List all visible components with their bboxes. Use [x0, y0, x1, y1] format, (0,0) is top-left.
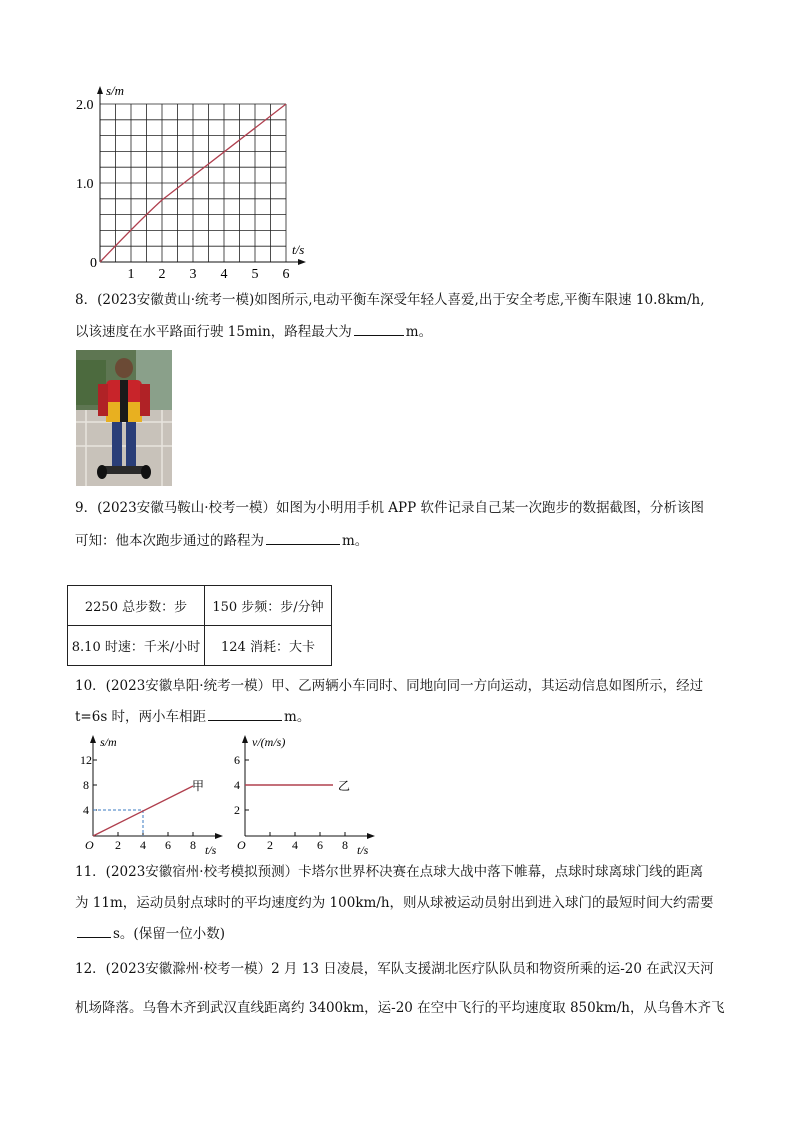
y-axis-label: s/m: [106, 83, 125, 98]
y-tick: 0: [90, 256, 97, 271]
y-tick: 6: [234, 753, 240, 767]
y-tick: 1.0: [76, 177, 94, 192]
x-tick: 8: [190, 838, 196, 852]
answer-blank: [354, 319, 404, 336]
x-tick: 6: [165, 838, 171, 852]
y-tick: 2.0: [76, 98, 94, 113]
stat-cadence: 150 步频：步/分钟: [205, 586, 332, 626]
answer-blank: [266, 528, 340, 545]
graph-yi-v-t: [228, 730, 378, 855]
series-jia-line: [93, 786, 193, 836]
question-8-line-1: 8．(2023安徽黄山·统考一模)如图所示,电动平衡车深受年轻人喜爱,出于安全考虑,平衡车限速 10.8km/h,: [75, 292, 705, 308]
y-axis-label: s/m: [100, 735, 117, 749]
graph-jia-s-t: [80, 730, 225, 855]
x-axis-label: t/s: [357, 843, 369, 857]
question-8-line-2: 以该速度在水平路面行驶 15min，路程最大为 m。: [75, 318, 432, 347]
running-stats-table: [67, 585, 332, 666]
question-12-line-2: 机场降落。乌鲁木齐到武汉直线距离约 3400km，运-20 在空中飞行的平均速度取 850km/h，从乌鲁木齐飞: [75, 1000, 725, 1016]
x-tick: 4: [292, 838, 298, 852]
stat-calories: 124 消耗：大卡: [205, 626, 332, 666]
y-axis-label: v/(m/s): [252, 735, 286, 749]
x-tick: 2: [115, 838, 121, 852]
x-tick: 4: [140, 838, 146, 852]
x-tick: 3: [189, 267, 197, 282]
stat-speed: 8.10 时速：千米/小时: [68, 626, 205, 666]
question-11-line-3: s。(保留一位小数): [75, 920, 225, 949]
x-tick: 6: [282, 267, 290, 282]
x-axis-label: t/s: [205, 843, 217, 857]
question-11-line-2: 为 11m，运动员射点球时的平均速度约为 100km/h，则从球被运动员射出到进入球门的最短时间大约需要: [75, 895, 714, 911]
question-12-line-1: 12．(2023安徽滁州·校考一模）2 月 13 日凌晨，军队支援湖北医疗队队员和物资所乘的运-20 在武汉天河: [75, 961, 714, 977]
answer-blank: [208, 704, 282, 721]
stat-total-steps: 2250 总步数：步: [68, 586, 205, 626]
x-tick: 1: [127, 267, 135, 282]
x-tick: 2: [158, 267, 166, 282]
series-yi-label: 乙: [338, 779, 351, 793]
x-tick: 8: [342, 838, 348, 852]
answer-blank: [77, 921, 111, 938]
question-10-line-2: t=6s 时，两小车相距 m。: [75, 703, 310, 732]
y-tick: 4: [83, 803, 89, 817]
x-tick: 2: [267, 838, 273, 852]
s-t-graph-top: [76, 80, 320, 282]
x-axis-label: t/s: [292, 242, 305, 257]
y-tick: 4: [234, 778, 240, 792]
question-9-line-2: 可知：他本次跑步通过的路程为 m。: [75, 527, 368, 556]
y-tick: 8: [83, 778, 89, 792]
x-tick: 5: [251, 267, 259, 282]
origin-label: O: [237, 838, 246, 852]
y-tick: 2: [234, 803, 240, 817]
x-tick: 6: [317, 838, 323, 852]
series-jia-label: 甲: [192, 779, 205, 793]
question-11-line-1: 11．(2023安徽宿州·校考模拟预测）卡塔尔世界杯决赛在点球大战中落下帷幕，点球时球离球门线的距离: [75, 864, 704, 880]
question-9-line-1: 9．(2023安徽马鞍山·校考一模）如图为小明用手机 APP 软件记录自己某一次跑步的数据截图，分析该图: [75, 500, 705, 516]
balance-scooter-photo: [76, 350, 172, 486]
origin-label: O: [85, 838, 94, 852]
question-10-line-1: 10．(2023安徽阜阳·统考一模）甲、乙两辆小车同时、同地向同一方向运动，其运动信息如图所示，经过: [75, 678, 704, 694]
y-tick: 12: [80, 753, 92, 767]
x-tick: 4: [220, 267, 228, 282]
